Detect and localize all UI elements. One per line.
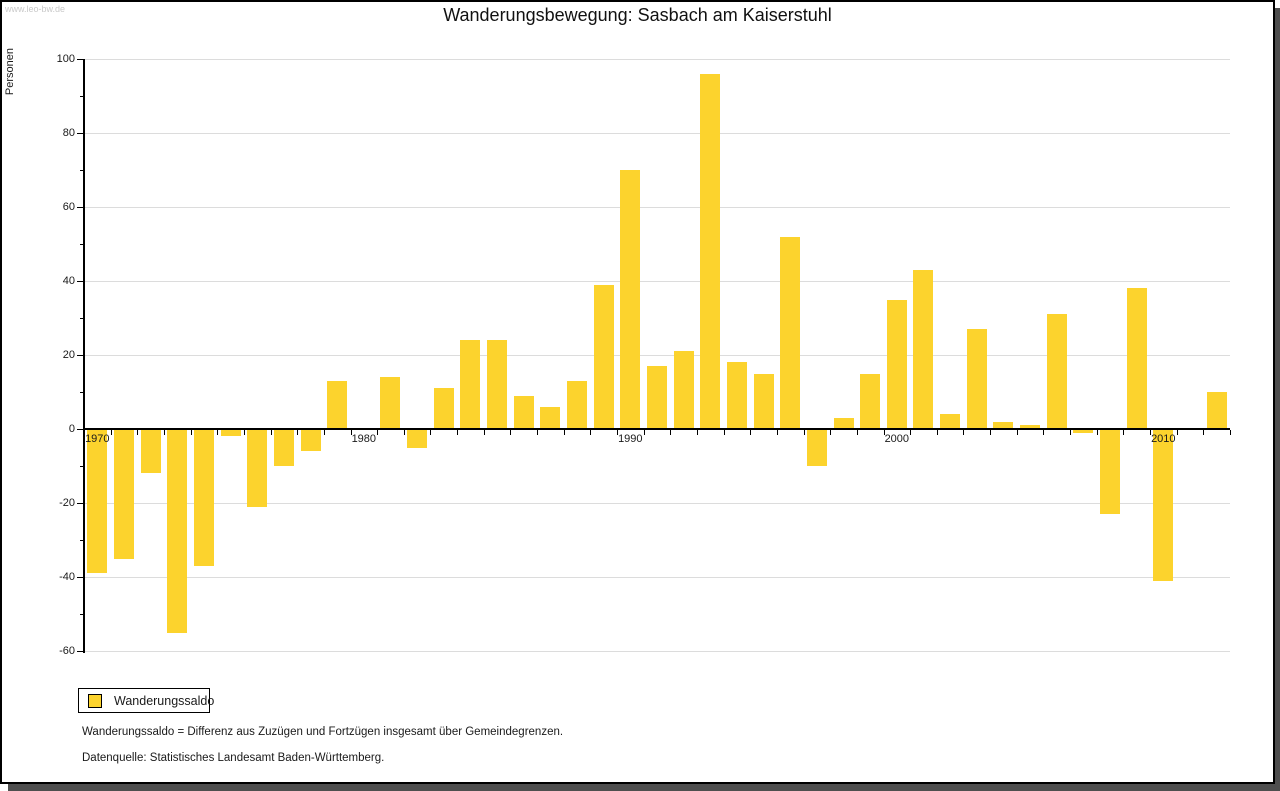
x-axis-tick [1123,430,1124,435]
y-axis-tick-label: -40 [59,570,75,583]
x-axis-tick [697,430,698,435]
y-axis-tick-label: 60 [62,200,75,213]
bar-2003 [967,329,987,429]
x-axis-tick-label: 2000 [884,433,910,445]
bar-1985 [487,340,507,429]
bar-1979 [327,381,347,429]
watermark: www.leo-bw.de [5,4,66,14]
x-axis-tick [191,430,192,435]
y-axis-tick-label: 40 [62,274,75,287]
x-axis-tick [990,430,991,435]
legend-color-swatch-icon [88,694,102,708]
bar-1983 [434,388,454,429]
bar-1977 [274,429,294,466]
gridline [84,133,1230,134]
bar-1971 [114,429,134,559]
bar-1972 [141,429,161,473]
bar-2002 [940,414,960,429]
gridline [84,59,1230,60]
x-axis-tick [830,430,831,435]
y-axis-tick-label: -60 [59,644,75,657]
gridline [84,281,1230,282]
y-axis-tick-label: 80 [62,126,75,139]
legend-series-label: Wanderungssaldo [114,693,215,708]
x-axis-tick [324,430,325,435]
x-axis-tick [430,430,431,435]
bar-2006 [1047,314,1067,429]
x-axis-line [84,428,1230,430]
bar-2009 [1127,288,1147,429]
bar-2000 [887,300,907,430]
bar-1992 [674,351,694,429]
bar-1986 [514,396,534,429]
y-axis-line [83,59,85,653]
x-axis-tick-label: 1980 [351,433,377,445]
x-axis-tick [537,430,538,435]
x-axis-tick [1070,430,1071,435]
x-axis-tick [804,430,805,435]
bar-1996 [780,237,800,429]
x-axis-tick-label: 1970 [85,433,110,445]
x-axis-tick [590,430,591,435]
y-axis-tick-label: 0 [68,422,75,435]
footnote-source: Datenquelle: Statistisches Landesamt Baden-Württemberg. [82,752,385,764]
x-axis-tick-label: 2010 [1151,433,1176,445]
bar-1973 [167,429,187,633]
x-axis-tick [1097,430,1098,435]
bar-1970 [87,429,107,573]
y-axis-tick-label: -20 [59,496,75,509]
bar-2008 [1100,429,1120,514]
x-axis-tick [271,430,272,435]
bar-2012 [1207,392,1227,429]
gridline [84,577,1230,578]
bar-1984 [460,340,480,429]
drop-shadow-bottom [8,784,1275,791]
x-axis-tick [164,430,165,435]
x-axis-tick [724,430,725,435]
x-axis-tick [404,430,405,435]
x-axis-tick [1203,430,1204,435]
x-axis-tick [777,430,778,435]
y-axis-tick-label: 20 [62,348,75,361]
bar-1988 [567,381,587,429]
x-axis-tick [244,430,245,435]
bar-1997 [807,429,827,466]
gridline [84,651,1230,652]
bar-1978 [301,429,321,451]
bar-1987 [540,407,560,429]
bar-1975 [221,429,241,436]
x-axis-tick [484,430,485,435]
x-axis-tick [963,430,964,435]
x-axis-tick [1017,430,1018,435]
bar-1989 [594,285,614,429]
x-axis-tick [510,430,511,435]
bar-1991 [647,366,667,429]
chart-title: Wanderungsbewegung: Sasbach am Kaiserstuhl [443,5,832,25]
x-axis-tick [937,430,938,435]
x-axis-tick [217,430,218,435]
bar-1993 [700,74,720,429]
x-axis-tick [1043,430,1044,435]
x-axis-tick [564,430,565,435]
x-axis-tick [137,430,138,435]
x-axis-tick [297,430,298,435]
bar-1990 [620,170,640,429]
x-axis-tick [1230,430,1231,435]
drop-shadow-right [1275,8,1280,791]
bar-1974 [194,429,214,566]
bar-1981 [380,377,400,429]
footnote-definition: Wanderungssaldo = Differenz aus Zuzügen und Fortzügen insgesamt über Gemeindegrenzen. [82,726,564,738]
x-axis-tick [750,430,751,435]
bar-1994 [727,362,747,429]
x-axis-tick [457,430,458,435]
y-axis-label: Personen [4,48,16,96]
bar-2010 [1153,429,1173,581]
x-axis-tick [857,430,858,435]
bar-1976 [247,429,267,507]
bar-1982 [407,429,427,448]
bar-1999 [860,374,880,430]
bar-2001 [913,270,933,429]
legend [78,688,215,713]
y-axis-tick-label: 100 [56,52,75,65]
gridline [84,207,1230,208]
bar-1995 [754,374,774,430]
x-axis-tick-label: 1990 [618,433,643,445]
x-axis-tick [670,430,671,435]
